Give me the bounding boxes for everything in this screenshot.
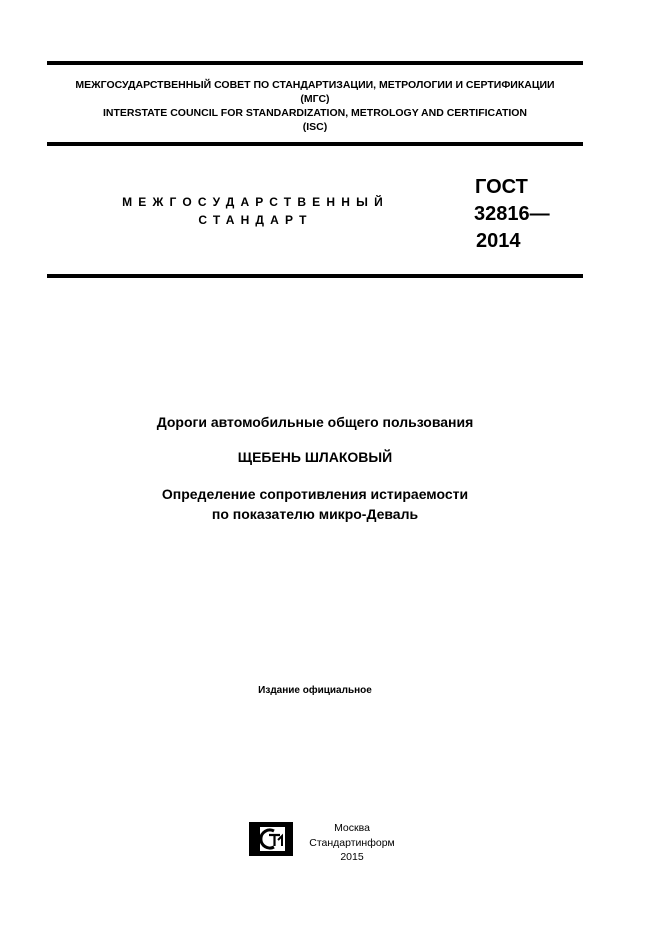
description-line2: по показателю микро-Деваль	[211, 506, 419, 522]
standard-type-line2: СТАНДАРТ	[198, 213, 313, 227]
publisher-name: Стандартинформ	[309, 836, 395, 849]
standards-publisher-logo-icon	[249, 822, 293, 856]
standard-designation	[474, 174, 550, 255]
council-abbr-ru: (МГС)	[300, 93, 330, 105]
edition-note: Издание официальное	[258, 685, 372, 696]
publisher-year: 2015	[340, 851, 364, 863]
designation-prefix: ГОСТ	[475, 176, 528, 198]
standard-type-line1: МЕЖГОСУДАРСТВЕННЫЙ	[122, 195, 389, 209]
description-line1: Определение сопротивления истираемости	[161, 486, 469, 502]
designation-year: 2014	[476, 230, 521, 252]
document-subtitle: ЩЕБЕНЬ ШЛАКОВЫЙ	[237, 449, 393, 465]
document-title: Дороги автомобильные общего пользования	[156, 414, 474, 430]
middle-divider	[47, 142, 583, 146]
designation-number: 32816—	[474, 203, 550, 225]
document-description	[0, 484, 630, 524]
publisher-city: Москва	[334, 822, 370, 834]
top-divider	[47, 61, 583, 65]
council-header	[47, 78, 583, 134]
council-name-ru: МЕЖГОСУДАРСТВЕННЫЙ СОВЕТ ПО СТАНДАРТИЗАЦИИ, МЕТРОЛОГИИ И СЕРТИФИКАЦИИ	[75, 79, 555, 91]
standard-type-label	[118, 193, 393, 229]
council-abbr-en: (ISC)	[302, 121, 328, 133]
bottom-divider	[47, 274, 583, 278]
publisher-info	[302, 821, 402, 865]
council-name-en: INTERSTATE COUNCIL FOR STANDARDIZATION, METROLOGY AND CERTIFICATION	[102, 107, 528, 119]
